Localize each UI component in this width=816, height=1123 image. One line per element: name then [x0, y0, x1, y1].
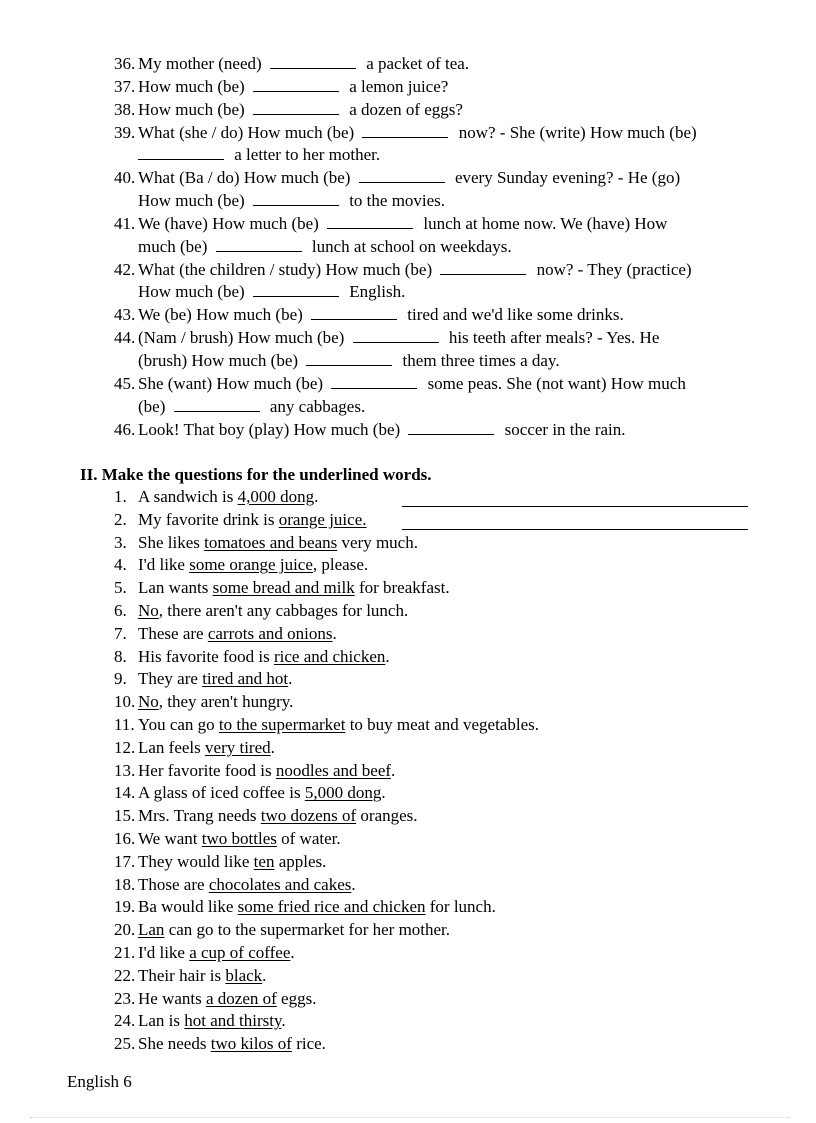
item-text: English.	[344, 282, 406, 302]
section-heading: II. Make the questions for the underlined words.	[80, 465, 432, 484]
item-text: Her favorite food is	[138, 760, 276, 780]
item-text: .	[381, 783, 386, 803]
item-text: now? - She (write) How much (be)	[454, 122, 697, 142]
answer-blank[interactable]	[327, 213, 413, 229]
item-text: eggs.	[276, 988, 317, 1008]
answer-blank[interactable]	[253, 99, 339, 115]
item-text: .	[262, 965, 267, 985]
item-text: We want	[138, 828, 202, 848]
item-text: oranges.	[356, 806, 418, 826]
item-number: 25.	[114, 1034, 136, 1054]
item-number: 2.	[114, 509, 127, 529]
item-text: Those are	[138, 874, 209, 894]
answer-blank[interactable]	[174, 396, 260, 412]
item-text: I'd like	[138, 942, 190, 962]
item-text: soccer in the rain.	[500, 419, 626, 439]
answer-blank[interactable]	[353, 327, 439, 343]
list-item	[114, 304, 754, 327]
list-item	[114, 419, 754, 442]
underlined-answer: a dozen of	[205, 988, 277, 1008]
answer-blank[interactable]	[311, 304, 397, 320]
item-number: 6.	[114, 600, 127, 620]
list-item	[114, 782, 774, 805]
item-text: He wants	[138, 988, 206, 1008]
list-item	[114, 259, 754, 305]
item-number: 44.	[114, 328, 136, 348]
item-text: You can go	[138, 714, 219, 734]
item-text: can go to the supermarket for her mother.	[164, 920, 451, 940]
item-text: Lan is	[138, 1011, 185, 1031]
item-text: for lunch.	[425, 897, 496, 917]
item-text: a letter to her mother.	[230, 145, 381, 165]
item-text: for breakfast.	[354, 578, 450, 598]
item-number: 18.	[114, 874, 136, 894]
item-text: She (want) How much (be)	[138, 373, 328, 393]
item-number: 13.	[114, 760, 136, 780]
underlined-answer: rice and chicken	[273, 646, 386, 666]
item-text: tired and we'd like some drinks.	[403, 305, 624, 325]
exercise2-list	[114, 486, 774, 1056]
list-item	[114, 600, 774, 623]
item-number: 38.	[114, 99, 136, 119]
answer-blank[interactable]	[359, 167, 445, 183]
list-item	[114, 1033, 774, 1056]
item-number: 17.	[114, 851, 136, 871]
underlined-answer: to the supermarket	[218, 714, 346, 734]
item-text: How much (be)	[138, 282, 249, 302]
item-text: What (Ba / do) How much (be)	[138, 168, 355, 188]
item-text: Lan feels	[138, 737, 206, 757]
underlined-answer: 5,000 dong	[304, 783, 382, 803]
item-text: , they aren't hungry.	[158, 692, 294, 712]
footer-text: English 6	[67, 1072, 132, 1091]
answer-blank[interactable]	[138, 144, 224, 160]
item-number: 16.	[114, 828, 136, 848]
item-text: She needs	[138, 1034, 211, 1054]
underlined-answer: orange juice.	[278, 509, 367, 529]
list-item	[114, 167, 754, 213]
item-text: How much (be)	[138, 99, 249, 119]
item-number: 12.	[114, 737, 136, 757]
item-number: 39.	[114, 122, 136, 142]
item-text: Their hair is	[138, 965, 226, 985]
item-number: 20.	[114, 920, 136, 940]
item-number: 14.	[114, 783, 136, 803]
answer-blank[interactable]	[253, 190, 339, 206]
underlined-answer: very tired	[205, 737, 271, 757]
list-item	[114, 691, 774, 714]
list-item	[114, 805, 774, 828]
item-number: 5.	[114, 578, 127, 598]
item-number: 21.	[114, 942, 136, 962]
item-text: a packet of tea.	[361, 54, 470, 73]
item-number: 41.	[114, 213, 136, 233]
item-text: .	[351, 874, 356, 894]
item-number: 11.	[114, 714, 135, 734]
list-item	[114, 623, 774, 646]
list-item	[114, 76, 754, 99]
item-text: lunch at school on weekdays.	[307, 236, 512, 256]
item-number: 4.	[114, 555, 127, 575]
list-item	[114, 965, 774, 988]
answer-blank[interactable]	[253, 76, 339, 92]
item-text: lunch at home now. We (have) How	[419, 213, 668, 233]
item-text: of water.	[276, 828, 341, 848]
item-text: .	[391, 760, 396, 780]
list-item	[114, 373, 754, 419]
item-number: 36.	[114, 54, 136, 73]
item-number: 43.	[114, 305, 136, 325]
item-text: They would like	[138, 851, 254, 871]
item-text: A glass of iced coffee is	[138, 783, 305, 803]
item-text: rice.	[291, 1034, 326, 1054]
underlined-answer: two bottles	[201, 828, 277, 848]
underlined-answer: a cup of coffee	[189, 942, 291, 962]
list-item	[114, 919, 774, 942]
item-text: Look! That boy (play) How much (be)	[138, 419, 405, 439]
underlined-answer: noodles and beef	[275, 760, 392, 780]
item-text: How much (be)	[138, 191, 249, 211]
list-item	[114, 554, 774, 577]
underlined-answer: No	[138, 692, 159, 712]
underlined-answer: some fried rice and chicken	[237, 897, 426, 917]
item-text: .	[290, 942, 295, 962]
list-item	[114, 988, 774, 1011]
item-number: 9.	[114, 669, 127, 689]
item-text: them three times a day.	[398, 350, 560, 370]
underlined-answer: Lan	[138, 920, 165, 940]
answer-blank[interactable]	[216, 236, 302, 252]
item-text: I'd like	[138, 555, 190, 575]
underlined-answer: carrots and onions	[207, 623, 333, 643]
item-number: 42.	[114, 259, 136, 279]
item-text: She likes	[138, 532, 205, 552]
exercise1-list	[114, 53, 754, 441]
answer-blank[interactable]	[408, 419, 494, 435]
underlined-answer: black	[225, 965, 263, 985]
underlined-answer: chocolates and cakes	[208, 874, 352, 894]
list-item	[114, 577, 774, 600]
item-text: , there aren't any cabbages for lunch.	[158, 600, 409, 620]
item-text: A sandwich is	[138, 487, 238, 506]
underlined-answer: two kilos of	[210, 1034, 292, 1054]
list-item	[114, 874, 774, 897]
item-number: 23.	[114, 988, 136, 1008]
item-text: His favorite food is	[138, 646, 274, 666]
underlined-answer: some bread and milk	[212, 578, 355, 598]
list-item	[114, 486, 774, 509]
list-item	[114, 1010, 774, 1033]
item-text: , please.	[312, 555, 369, 575]
item-text: My favorite drink is	[138, 509, 279, 529]
item-text: .	[288, 669, 293, 689]
item-number: 19.	[114, 897, 136, 917]
underlined-answer: two dozens of	[260, 806, 357, 826]
item-text: .	[270, 737, 275, 757]
item-number: 45.	[114, 373, 136, 393]
item-text: They are	[138, 669, 203, 689]
answer-blank[interactable]	[331, 373, 417, 389]
footer-divider	[30, 1117, 790, 1118]
item-text: (brush) How much (be)	[138, 350, 303, 370]
list-item	[114, 737, 774, 760]
item-number: 10.	[114, 692, 136, 712]
item-text: now? - They (practice)	[532, 259, 692, 279]
item-text: much (be)	[138, 236, 212, 256]
list-item	[114, 646, 774, 669]
item-text: What (the children / study) How much (be)	[138, 259, 437, 279]
item-text: every Sunday evening? - He (go)	[450, 168, 681, 188]
item-number: 7.	[114, 623, 127, 643]
item-text: (be)	[138, 396, 170, 416]
list-item	[114, 828, 774, 851]
underlined-answer: 4,000 dong	[237, 487, 315, 506]
list-item	[114, 213, 754, 259]
item-text: any cabbages.	[265, 396, 366, 416]
underlined-answer: ten	[253, 851, 275, 871]
item-text: a lemon juice?	[344, 76, 449, 96]
item-text: Lan wants	[138, 578, 213, 598]
underlined-answer: tired and hot	[202, 669, 289, 689]
item-number: 22.	[114, 965, 136, 985]
item-number: 3.	[114, 532, 127, 552]
item-text: Ba would like	[138, 897, 238, 917]
item-text: .	[314, 487, 319, 506]
item-text: a dozen of eggs?	[344, 99, 463, 119]
item-text: .	[281, 1011, 286, 1031]
item-number: 24.	[114, 1011, 136, 1031]
item-text: .	[332, 623, 337, 643]
item-number: 1.	[114, 487, 127, 506]
item-text: his teeth after meals? - Yes. He	[444, 328, 660, 348]
list-item	[114, 760, 774, 783]
list-item	[114, 509, 774, 532]
item-text: These are	[138, 623, 208, 643]
list-item	[114, 327, 754, 373]
item-text: How much (be)	[138, 76, 249, 96]
item-text: (Nam / brush) How much (be)	[138, 328, 349, 348]
list-item	[114, 122, 754, 168]
item-text: My mother (need)	[138, 54, 266, 73]
item-text: apples.	[274, 851, 327, 871]
answer-blank[interactable]	[306, 350, 392, 366]
item-text: What (she / do) How much (be)	[138, 122, 359, 142]
answer-blank[interactable]	[253, 281, 339, 297]
item-text: very much.	[337, 532, 418, 552]
answer-blank[interactable]	[440, 259, 526, 275]
item-text: to the movies.	[344, 191, 446, 211]
item-number: 37.	[114, 76, 136, 96]
list-item	[114, 714, 774, 737]
list-item	[114, 532, 774, 555]
item-text: We (be) How much (be)	[138, 305, 308, 325]
item-text: We (have) How much (be)	[138, 213, 324, 233]
list-item	[114, 99, 754, 122]
item-text: some peas. She (not want) How much	[423, 373, 686, 393]
item-text: .	[385, 646, 390, 666]
underlined-answer: tomatoes and beans	[204, 532, 338, 552]
answer-blank[interactable]	[270, 53, 356, 69]
item-text: to buy meat and vegetables.	[345, 714, 539, 734]
answer-blank[interactable]	[362, 122, 448, 138]
underlined-answer: hot and thirsty	[184, 1011, 282, 1031]
list-item	[114, 851, 774, 874]
underlined-answer: some orange juice	[189, 555, 313, 575]
item-text: Mrs. Trang needs	[138, 806, 261, 826]
list-item	[114, 668, 774, 691]
item-number: 46.	[114, 419, 136, 439]
underlined-answer: No	[138, 600, 159, 620]
item-number: 15.	[114, 806, 136, 826]
item-number: 40.	[114, 168, 136, 188]
list-item	[114, 942, 774, 965]
list-item	[114, 896, 774, 919]
item-number: 8.	[114, 646, 127, 666]
list-item	[114, 53, 754, 76]
